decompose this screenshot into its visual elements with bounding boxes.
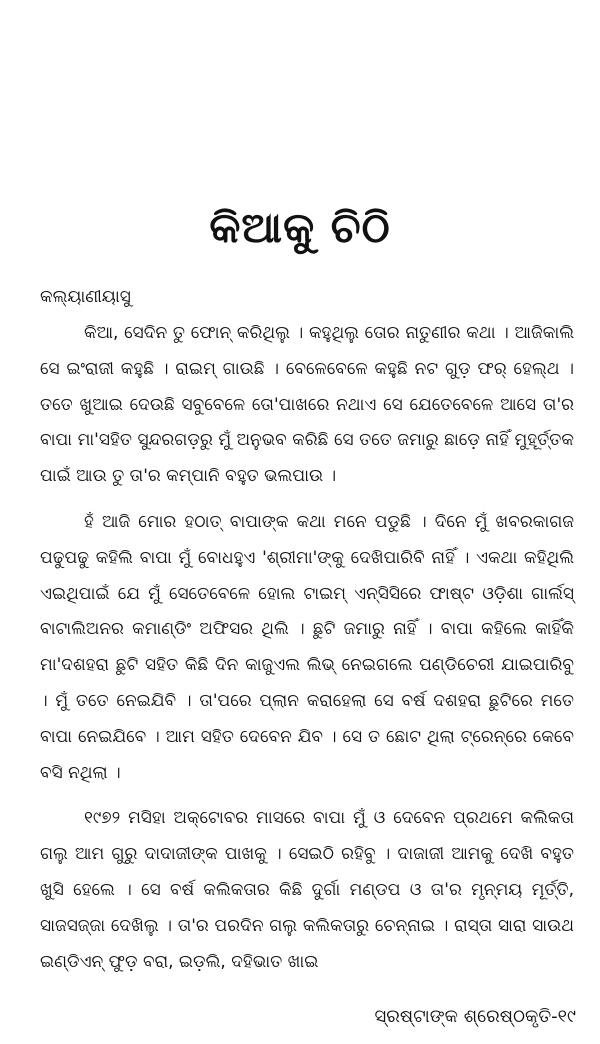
page-footer: ସ୍ରଷ୍ଟାଙ୍କ ଶ୍ରେଷ୍ଠକୃତି-୧୯ <box>374 1006 576 1027</box>
letter-body <box>40 316 574 980</box>
paragraph-2: ହଁ ଆଜି ମୋର ହଠାତ୍ ବାପାଙ୍କ କଥା ମନେ ପଡୁଛି । ଦିନେ ମୁଁ ଖବରକାଗଜ ପଢୁପଢୁ କହିଲି ବାପା ମୁଁ ବୋଧହୁଏ 'ଶ୍ରୀମା'ଙ୍କୁ ଦେଖିପାରିବି ନାହିଁ । ଏକଥା କହିଥିଲି ଏଇଥିପାଇଁ ଯେ ମୁଁ ସେତେବେଳେ ହୋଲ ଟାଇମ୍ ଏନ୍‌ସିସିରେ ଫାଷ୍ଟ ଓଡ଼ିଶା ଗାର୍ଲସ୍ ବାଟାଲିଅନର କମାଣ୍ଡିଂ ଅଫିସର ଥିଲି । ଛୁଟି ଜମାରୁ ନାହିଁ । ବାପା କହିଲେ କାହିଁକି ମା'ଦଶହରା ଛୁଟି ସହିତ କିଛି ଦିନ କାଜୁଏଲ ଲିଭ୍ ନେଇଗଲେ ପଣ୍ଡିଚେରୀ ଯାଇପାରିବୁ । ମୁଁ ତତେ ନେଇଯିବି । ତା'ପରେ ପ୍ଲାନ କରାହେଲା ସେ ବର୍ଷ ଦଶହରା ଛୁଟିରେ ମତେ ବାପା ନେଇଯିବେ । ଆମ ସହିତ ଦେବେନ ଯିବ । ସେ ତ ଛୋଟ ଥିଲା ଟ୍ରେନ୍‌ରେ କେବେ ବସି ନଥିଲା । <box>40 511 574 783</box>
paragraph-3: ୧୯୭୨ ମସିହା ଅକ୍ଟୋବର ମାସରେ ବାପା ମୁଁ ଓ ଦେବେନ ପ୍ରଥମେ କଲିକତା ଗଲୁ ଆମ ଗୁରୁ ଦାଦାଜୀଙ୍କ ପାଖକୁ । ସେଇଠି ରହିବୁ । ଦାଜାଜୀ ଆମକୁ ଦେଖି ବହୁତ ଖୁସି ହେଲେ । ସେ ବର୍ଷ କଲିକତାର କିଛି ଦୁର୍ଗା ମଣ୍ଡପ ଓ ତା'ର ମୃନ୍ମୟ ମୂର୍ତ୍ତି, ସାଜସଜ୍ଜା ଦେଖିଲୁ । ତା'ର ପରଦିନ ଗଲୁ କଲିକତାରୁ ଚେନ୍ନାଇ । ରାସ୍ତା ସାରା ସାଉଥ ଇଣ୍ଡିଏନ୍ ଫୁଡ଼ ବରା, ଇଡ଼ଲି, ଦହିଭାତ ଖାଇ <box>40 808 574 972</box>
paragraph-1: କିଆ, ସେଦିନ ତୁ ଫୋନ୍ କରିଥିଲୁ । କହୁଥିଲୁ ତୋର ନାତୁଣୀର କଥା । ଆଜିକାଲି ସେ ଇଂରାଜୀ କହୁଛି । ରାଇମ୍ ଗାଉଛି । ବେଳେବେଳେ କହୁଛି ନଟ ଗୁଡ଼ ଫର୍ ହେଲ୍‌ଥ । ତତେ ଖୁଆଇ ଦେଉଛି ସବୁବେଳେ ତୋ'ପାଖରେ ନଥାଏ ସେ ଯେତେବେଳେ ଆସେ ତା'ର ବାପା ମା'ସହିତ ସୁନ୍ଦରଗଡ଼ରୁ ମୁଁ ଅନୁଭବ କରିଛି ସେ ତତେ ଜମାରୁ ଛାଡ଼େ ନାହିଁ ମୁହୂର୍ତ୍ତକ ପାଇଁ ଆଉ ତୁ ତା'ର କମ୍ପାନି ବହୁତ ଭଲପାଉ । <box>40 323 574 487</box>
page-title: କିଆକୁ ଚିଠି <box>209 203 391 252</box>
salutation: କଲ୍ୟାଣୀୟାସୁ <box>40 287 131 307</box>
